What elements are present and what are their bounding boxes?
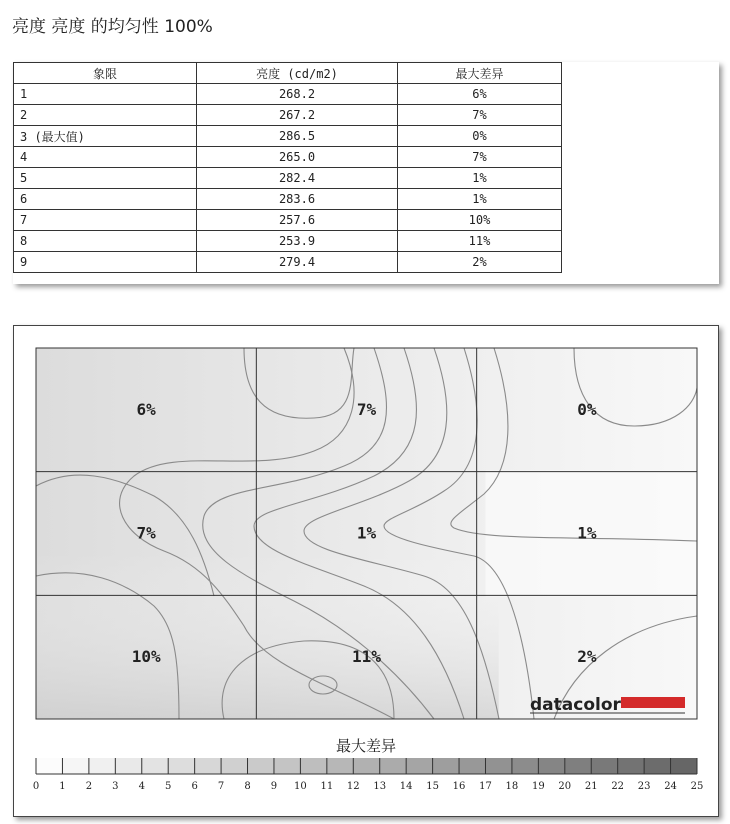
scale-tick-label: 17: [479, 781, 492, 792]
scale-swatch: [248, 758, 274, 774]
max-diff-cell: 2%: [398, 252, 562, 273]
cell-label: 7%: [136, 523, 156, 543]
scale-swatch: [62, 758, 88, 774]
max-diff-cell: 1%: [398, 168, 562, 189]
table-row: [14, 189, 562, 210]
quadrant-cell: 6: [14, 189, 197, 210]
scale-tick-label: 16: [452, 781, 466, 792]
scale-tick-label: 3: [112, 781, 119, 792]
scale-swatch: [168, 758, 194, 774]
scale-swatch: [115, 758, 141, 774]
table-row: [14, 147, 562, 168]
scale-swatch: [353, 758, 379, 774]
scale-swatch: [644, 758, 670, 774]
scale-tick-label: 19: [531, 781, 545, 792]
scale-tick-label: 13: [373, 781, 387, 792]
luminance-cell: 286.5: [197, 126, 398, 147]
max-diff-cell: 6%: [398, 84, 562, 105]
scale-swatch: [36, 758, 62, 774]
heatmap-shade: [36, 552, 499, 719]
luminance-cell: 279.4: [197, 252, 398, 273]
table-row: [14, 126, 562, 147]
col-header-luminance: 亮度 (cd/m2): [197, 63, 398, 84]
col-header-quadrant: 象限: [14, 63, 197, 84]
luminance-cell: 282.4: [197, 168, 398, 189]
scale-swatch: [538, 758, 564, 774]
quadrant-cell: 1: [14, 84, 197, 105]
scale-tick-label: 15: [426, 781, 439, 792]
scale-swatch: [142, 758, 168, 774]
cell-label: 6%: [136, 399, 156, 419]
cell-label: 0%: [577, 399, 597, 419]
scale-tick-label: 5: [165, 781, 172, 792]
scale-swatch: [459, 758, 485, 774]
scale-swatch: [671, 758, 697, 774]
cell-label: 7%: [356, 399, 377, 419]
luminance-cell: 265.0: [197, 147, 398, 168]
scale-tick-label: 7: [217, 781, 225, 792]
max-diff-cell: 11%: [398, 231, 562, 252]
table-row: [14, 252, 562, 273]
scale-swatch: [300, 758, 326, 774]
uniformity-table: [13, 62, 562, 273]
uniformity-chart: [14, 326, 718, 816]
quadrant-cell: 2: [14, 105, 197, 126]
cell-label: 2%: [577, 647, 597, 667]
table-row: [14, 168, 562, 189]
quadrant-cell: 4: [14, 147, 197, 168]
scale-swatch: [512, 758, 538, 774]
scale-tick-label: 23: [637, 781, 651, 792]
col-header-max-diff: 最大差异: [398, 63, 562, 84]
scale-tick-label: 25: [690, 781, 704, 792]
table-row: [14, 84, 562, 105]
scale-swatch: [485, 758, 511, 774]
quadrant-cell: 7: [14, 210, 197, 231]
max-diff-cell: 7%: [398, 105, 562, 126]
quadrant-cell: 3 (最大值): [14, 126, 197, 147]
quadrant-cell: 8: [14, 231, 197, 252]
scale-tick-label: 20: [558, 781, 572, 792]
datacolor-logo: datacolor: [530, 695, 621, 715]
scale-swatch: [274, 758, 300, 774]
datacolor-logo-bar: [621, 697, 685, 708]
scale-swatch: [380, 758, 406, 774]
scale-tick-label: 21: [584, 781, 598, 792]
uniformity-chart-panel: [13, 325, 719, 817]
scale-tick-label: 8: [244, 781, 251, 792]
scale-swatch: [327, 758, 353, 774]
scale-swatch: [565, 758, 591, 774]
scale-swatch: [433, 758, 459, 774]
max-diff-cell: 10%: [398, 210, 562, 231]
table-row: [14, 105, 562, 126]
luminance-cell: 268.2: [197, 84, 398, 105]
scale-tick-label: 9: [270, 781, 278, 792]
luminance-cell: 283.6: [197, 189, 398, 210]
page-title: 亮度 亮度 的均匀性 100%: [12, 17, 213, 37]
table-row: [14, 210, 562, 231]
scale-tick-label: 24: [664, 781, 677, 792]
max-diff-cell: 7%: [398, 147, 562, 168]
legend-title: 最大差异: [335, 737, 397, 755]
scale-tick-label: 10: [294, 781, 307, 792]
scale-swatch: [195, 758, 221, 774]
luminance-cell: 257.6: [197, 210, 398, 231]
max-diff-cell: 0%: [398, 126, 562, 147]
scale-swatch: [618, 758, 644, 774]
luminance-cell: 253.9: [197, 231, 398, 252]
scale-tick-label: 4: [138, 781, 145, 792]
scale-tick-label: 12: [346, 781, 360, 792]
cell-label: 1%: [356, 523, 377, 543]
scale-tick-label: 22: [611, 781, 625, 792]
scale-swatch: [406, 758, 432, 774]
scale-tick-label: 1: [59, 781, 66, 792]
quadrant-cell: 9: [14, 252, 197, 273]
scale-tick-label: 11: [320, 781, 334, 792]
table-row: [14, 231, 562, 252]
max-diff-cell: 1%: [398, 189, 562, 210]
scale-tick-label: 18: [505, 781, 519, 792]
scale-tick-label: 6: [191, 781, 198, 792]
luminance-cell: 267.2: [197, 105, 398, 126]
cell-label: 11%: [352, 647, 381, 667]
cell-label: 1%: [577, 523, 597, 543]
scale-tick-label: 2: [85, 781, 93, 792]
scale-tick-label: 0: [32, 781, 40, 792]
cell-label: 10%: [131, 647, 161, 667]
scale-tick-label: 14: [399, 781, 413, 792]
quadrant-cell: 5: [14, 168, 197, 189]
scale-swatch: [591, 758, 617, 774]
scale-swatch: [221, 758, 247, 774]
scale-swatch: [89, 758, 115, 774]
